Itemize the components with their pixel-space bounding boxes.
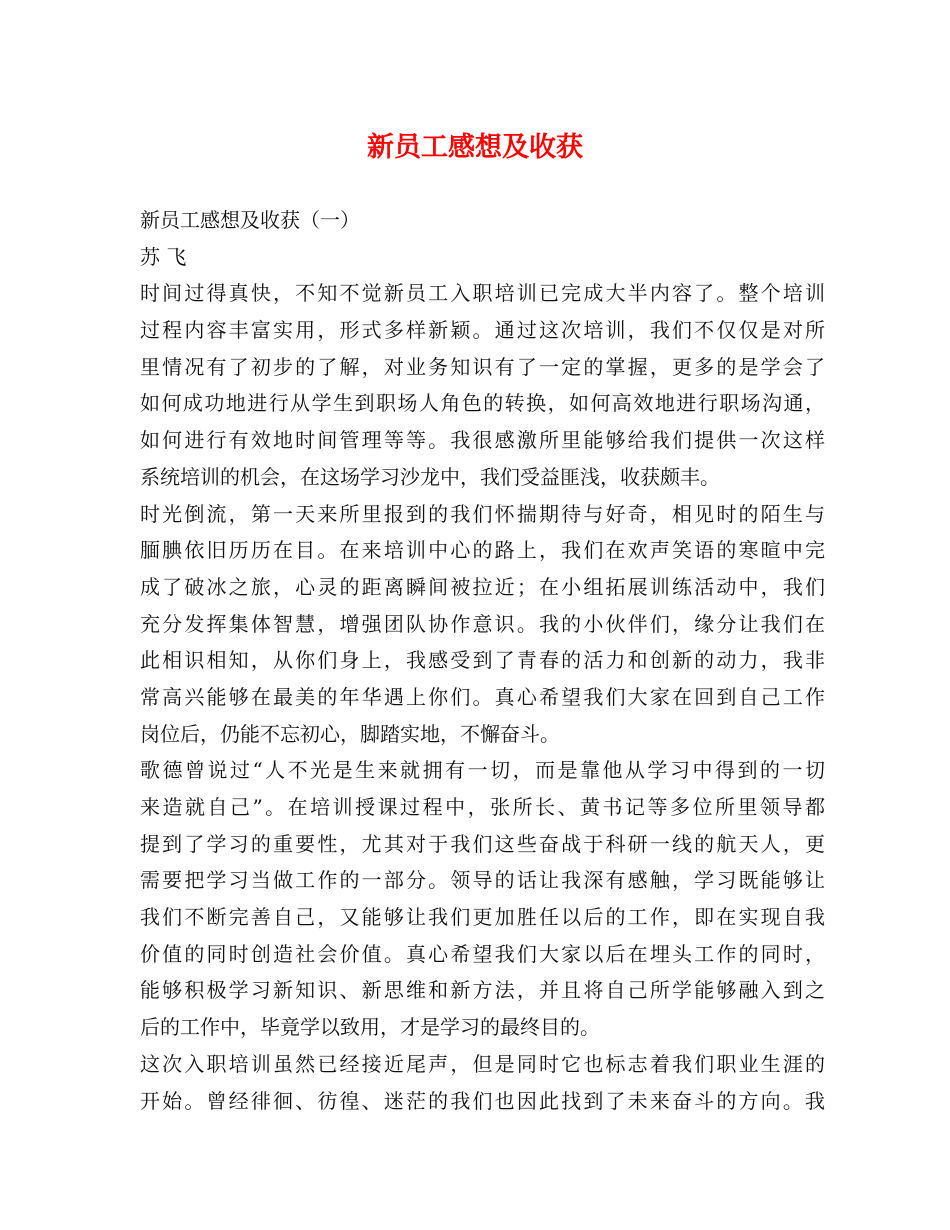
text-line: 系统培训的机会，在这场学习沙龙中，我们受益匪浅，收获颇丰。: [140, 464, 720, 489]
text-line: 岗位后，仍能不忘初心，脚踏实地，不懈奋斗。: [140, 721, 560, 746]
text-line: 如何成功地进行从学生到职场人角色的转换，如何高效地进行职场沟通，: [140, 391, 825, 416]
text-line: 里情况有了初步的了解，对业务知识有了一定的掌握，更多的是学会了: [140, 354, 825, 379]
text-line: 我们不断完善自己，又能够让我们更加胜任以后的工作，即在实现自我: [140, 905, 825, 930]
text-line: 能够积极学习新知识、新思维和新方法，并且将自己所学能够融入到之: [140, 978, 825, 1003]
text-line: 这次入职培训虽然已经接近尾声，但是同时它也标志着我们职业生涯的: [140, 1051, 825, 1076]
document-title: 新员工感想及收获: [367, 132, 583, 163]
text-line: 腼腆依旧历历在目。在来培训中心的路上，我们在欢声笑语的寒暄中完: [140, 538, 825, 563]
text-line: 时光倒流，第一天来所里报到的我们怀揣期待与好奇，相见时的陌生与: [140, 501, 825, 526]
text-line: 提到了学习的重要性，尤其对于我们这些奋战于科研一线的航天人，更: [140, 831, 825, 856]
text-line: 此相识相知，从你们身上，我感受到了青春的活力和创新的动力，我非: [140, 648, 825, 673]
text-line: 时间过得真快，不知不觉新员工入职培训已完成大半内容了。整个培训: [140, 281, 825, 306]
text-line: 来造就自己”。在培训授课过程中，张所长、黄书记等多位所里领导都: [140, 795, 825, 819]
text-line: 过程内容丰富实用，形式多样新颖。通过这次培训，我们不仅仅是对所: [140, 318, 825, 343]
text-line: 成了破冰之旅，心灵的距离瞬间被拉近；在小组拓展训练活动中，我们: [140, 574, 825, 599]
text-line: 充分发挥集体智慧，增强团队协作意识。我的小伙伴们，缘分让我们在: [140, 611, 825, 636]
text-line: 开始。曾经徘徊、彷徨、迷茫的我们也因此找到了未来奋斗的方向。我: [140, 1088, 825, 1113]
text-line: 苏 飞: [140, 244, 187, 269]
text-line: 价值的同时创造社会价值。真心希望我们大家以后在埋头工作的同时，: [140, 941, 825, 966]
text-line: 新员工感想及收获（一）: [140, 208, 360, 232]
text-line: 如何进行有效地时间管理等等。我很感激所里能够给我们提供一次这样: [140, 428, 825, 453]
document-body: [140, 202, 825, 1119]
text-line: 歌德曾说过“人不光是生来就拥有一切，而是靠他从学习中得到的一切: [140, 758, 825, 783]
text-line: 需要把学习当做工作的一部分。领导的话让我深有感触，学习既能够让: [140, 868, 825, 893]
text-line: 后的工作中，毕竟学以致用，才是学习的最终目的。: [140, 1015, 600, 1040]
text-line: 常高兴能够在最美的年华遇上你们。真心希望我们大家在回到自己工作: [140, 684, 825, 709]
